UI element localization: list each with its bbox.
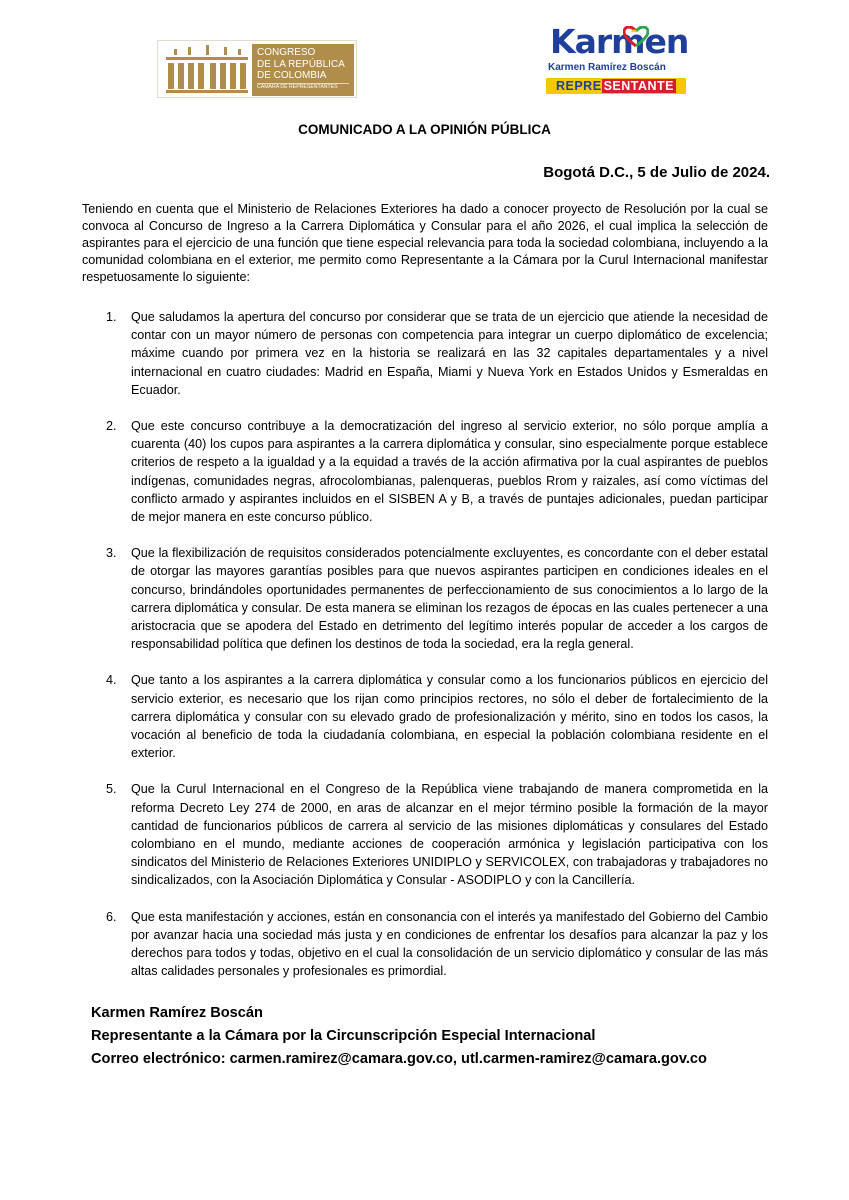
item-number: 1. bbox=[106, 310, 117, 324]
list-item bbox=[82, 671, 768, 762]
karmen-wordmark: Karmen bbox=[550, 22, 689, 61]
item-number: 6. bbox=[106, 909, 117, 924]
signature-email: Correo electrónico: carmen.ramirez@camara.gov.co, utl.carmen-ramirez@camara.gov.co bbox=[91, 1051, 707, 1067]
item-text: Que esta manifestación y acciones, están en consonancia con el interés ya manifestado del Gobierno del Cambio por avanzar hacia una sociedad más justa y en condiciones de enfrentar los desafíos para alcanzar la paz y los derechos para todos y todas, objetivo en el cual la consolidación de un servicio diplomático y consular de las más altas calidades personales y profesionales es primordial. bbox=[131, 909, 768, 979]
item-number: 4. bbox=[106, 673, 117, 688]
intro-paragraph: Teniendo en cuenta que el Ministerio de Relaciones Exteriores ha dado a conocer proyecto de Resolución por la cual se convoca al Concurso de Ingreso a la Carrera Diplomática y Consular para el año 2026, el cual implica la selección de aspirantes para el ejercicio de una función que tiene especial relevancia para toda la sociedad colombiana, incluyendo a la comunidad colombiana en el exterior, me permito como Representante a la Cámara por la Curul Internacional manifestar respetuosamente lo siguiente: bbox=[82, 202, 768, 284]
statement-list bbox=[82, 308, 768, 999]
list-item bbox=[82, 780, 768, 889]
item-number: 2. bbox=[106, 419, 117, 434]
signature-block bbox=[91, 1002, 707, 1071]
document-title: COMUNICADO A LA OPINIÓN PÚBLICA bbox=[298, 122, 551, 137]
rainbow-heart-icon bbox=[623, 26, 649, 48]
item-text: Que la Curul Internacional en el Congreso de la República viene trabajando de manera comprometida en la reforma Decreto Ley 274 de 2000, en aras de alcanzar en el mejor término posible la formación de la mayor cantidad de funcionarios públicos de carrera al servicio de las misiones diplomáticas y consulares del Estado colombiano en el mundo, mediante acciones de cooperación armónica y legislación participativa con los sindicatos del Ministerio de Relaciones Exteriores UNIDIPLO y SERVICOLEX, con trabajadoras y trabajadores no sindicalizados, con la Asociación Diplomática y Consular - ASODIPLO y con la Cancillería. bbox=[131, 782, 768, 888]
representante-badge bbox=[546, 78, 686, 94]
item-text: Que este concurso contribuye a la democratización del ingreso al servicio exterior, no sólo porque amplía a cuarenta (40) los cupos para aspirantes a la carrera diplomática y consular, sino especialmente porque establece criterios de respeto a la igualdad y a la equidad a través de la acción afirmativa por la cual aspirantes de pueblos indígenas, comunidades negras, afrocolombianas, palenqueras, pueblos Rrom y raizales, así como víctimas del conflicto armado y aspirantes incluidos en el SISBEN A y B, a través de puntajes adicionales, puedan participar de mejor manera en este concurso público. bbox=[131, 419, 768, 525]
congreso-logo-line: DE LA REPÚBLICA bbox=[257, 58, 345, 70]
item-number: 5. bbox=[106, 782, 117, 797]
badge-part-1: REPRE bbox=[555, 79, 602, 93]
congreso-logo-panel bbox=[252, 44, 354, 96]
badge-part-2: SENTANTE bbox=[603, 79, 674, 93]
item-text: Que tanto a los aspirantes a la carrera diplomática y consular como a los funcionarios públicos en ejercicio del servicio exterior, es necesario que los rijan como principios rectores, no sólo el deber de fortalecimiento de la carrera diplomática y consular con su elevado grado de profesionalización y mérito, sino en todos los casos, la vocación al beneficio de toda la ciudadanía colombiana, en especial la población colombiana residente en el exterior. bbox=[131, 673, 768, 761]
dateline: Bogotá D.C., 5 de Julio de 2024. bbox=[543, 164, 770, 181]
list-item bbox=[82, 908, 768, 981]
congreso-logo-subline: CÁMARA DE REPRESENTANTES bbox=[257, 83, 349, 91]
congreso-logo-line: CONGRESO bbox=[257, 47, 316, 58]
karmen-logo-name: Karmen Ramírez Boscán bbox=[548, 62, 666, 73]
congreso-logo-line: DE COLOMBIA bbox=[257, 70, 327, 81]
capitol-building-icon bbox=[164, 43, 250, 95]
signature-role: Representante a la Cámara por la Circunscripción Especial Internacional bbox=[91, 1028, 596, 1044]
karmen-logo bbox=[540, 22, 690, 100]
list-item bbox=[82, 417, 768, 526]
signature-name: Karmen Ramírez Boscán bbox=[91, 1005, 263, 1021]
list-item bbox=[82, 308, 768, 399]
item-text: Que la flexibilización de requisitos considerados potencialmente excluyentes, es concordante con el deber estatal de otorgar las mayores garantías posibles para que nuevos aspirantes participen en condiciones ideales en el concurso, brindándoles oportunidades permanentes de perfeccionamiento de sus conocimientos a lo largo de la carrera diplomática y consular. De esta manera se eliminan los rezagos de épocas en las cuales pertenecer a una aristocracia que se apodera del Estado en detrimento del legítimo interés popular de acceder a los cargos de responsabilidad política que definen los destinos de toda la sociedad, era la regla general. bbox=[131, 546, 768, 652]
item-number: 3. bbox=[106, 546, 117, 561]
list-item bbox=[82, 544, 768, 653]
congreso-logo bbox=[157, 40, 357, 98]
item-text: Que saludamos la apertura del concurso por considerar que se trata de un ejercicio que atiende la necesidad de contar con un mayor número de personas con competencia para integrar un cuerpo diplomático de excelencia; máxime cuando por primera vez en la historia se realizará en las 32 capitales departamentales y a nivel internacional en cuatro ciudades: Madrid en España, Miami y Nueva York en Estados Unidos y Esmeraldas en Ecuador. bbox=[131, 310, 768, 397]
